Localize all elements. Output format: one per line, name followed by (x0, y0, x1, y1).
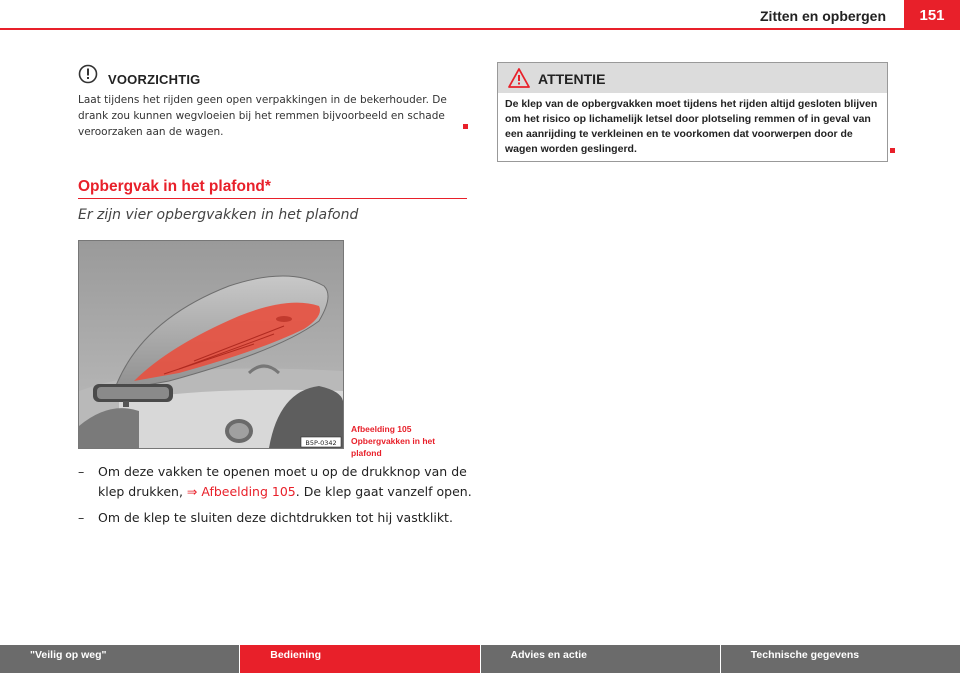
caution-title: VOORZICHTIG (108, 72, 201, 87)
attention-text: De klep van de opbergvakken moet tijdens het rijden altijd gesloten blijven om het risico op lichamelijk letsel door plotseling remmen of in geval van een aanrijding te verkleinen en te voorkomen dat voorwerpen door de wagen worden geslingerd. (505, 98, 878, 155)
footer-nav (0, 645, 960, 673)
caution-circle-icon (78, 64, 98, 84)
end-marker (463, 124, 468, 129)
section-subtitle: Er zijn vier opbergvakken in het plafond (78, 207, 359, 223)
attention-title: ATTENTIE (538, 71, 606, 87)
footer-tab-advies-en-actie[interactable]: Advies en actie (481, 645, 721, 673)
page-number: 151 (904, 0, 960, 30)
step-close (78, 508, 473, 528)
footer-tab-veilig-op-weg[interactable]: "Veilig op weg" (0, 645, 240, 673)
step-text-end: . De klep gaat vanzelf open. (295, 484, 472, 499)
section-title: Opbergvak in het plafond* (78, 178, 271, 195)
step-text: Om de klep te sluiten deze dichtdrukken tot hij vastklikt. (98, 510, 453, 525)
step-open (78, 462, 473, 502)
attention-box (497, 62, 888, 162)
ceiling-illustration (79, 241, 343, 448)
step-dash: – (78, 510, 85, 525)
step-text: Om deze vakken te openen moet u op de drukknop van de klep drukken, (98, 464, 467, 499)
figure-code: B5P-0342 (305, 439, 337, 447)
warning-triangle-icon (508, 68, 530, 88)
figure-reference-link[interactable]: ⇒ Afbeelding 105 (186, 484, 296, 499)
chapter-title: Zitten en opbergen (760, 8, 886, 24)
section-rule (78, 198, 467, 199)
figure-caption: Afbeelding 105 Opbergvakken in het plafond (351, 424, 436, 458)
end-marker (890, 148, 895, 153)
figure-ceiling-storage (78, 240, 344, 449)
attention-header (498, 63, 887, 93)
footer-tab-bediening[interactable]: Bediening (240, 645, 480, 673)
step-dash: – (78, 464, 85, 479)
footer-tab-technische-gegevens[interactable]: Technische gegevens (721, 645, 960, 673)
header-rule (0, 28, 960, 30)
caution-text: Laat tijdens het rijden geen open verpakkingen in de bekerhouder. De drank zou kunnen wegvloeien bij het remmen bijvoorbeeld en schade veroorzaken aan de wagen. (78, 94, 447, 138)
